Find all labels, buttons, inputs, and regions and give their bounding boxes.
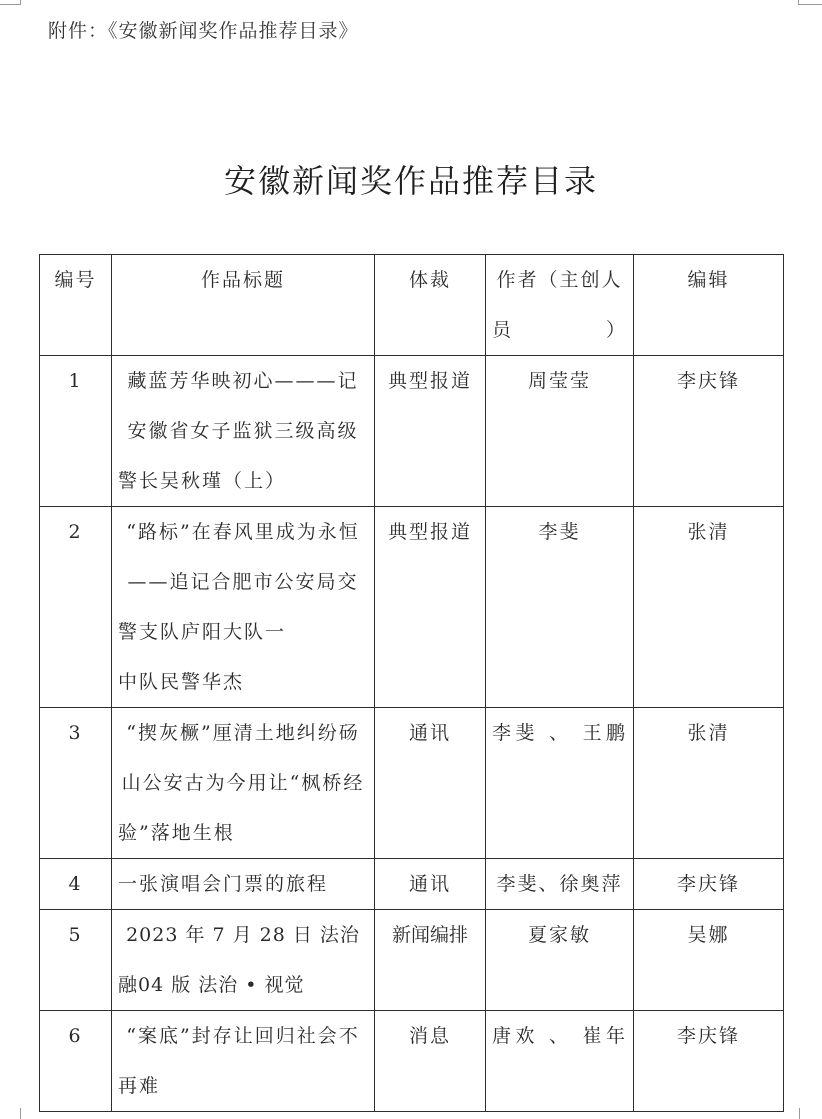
work-title: “案底”封存让回归社会不再难 [112, 1011, 375, 1112]
row-number: 1 [40, 356, 112, 507]
work-author: 李斐 、 王鹏 [486, 708, 634, 859]
page-corner-mark [799, 1108, 800, 1119]
work-editor: 李庆锋 [634, 1011, 784, 1112]
work-editor: 李庆锋 [634, 859, 784, 910]
table-row [40, 708, 784, 859]
work-title-main: “路标”在春风里成为永恒——追记合肥市公安局交警支队庐阳大队一 [118, 521, 360, 643]
work-author: 周莹莹 [486, 356, 634, 507]
work-author: 李斐、徐奥萍 [486, 859, 634, 910]
work-author: 唐欢 、 崔年 [486, 1011, 634, 1112]
attachment-line: 附件：《安徽新闻奖作品推荐目录》 [48, 20, 359, 42]
table-row [40, 356, 784, 507]
work-author: 夏家敏 [486, 910, 634, 1011]
row-number: 3 [40, 708, 112, 859]
row-number: 6 [40, 1011, 112, 1112]
row-number: 4 [40, 859, 112, 910]
work-editor: 张清 [634, 708, 784, 859]
work-title: “揳灰橛”厘清土地纠纷砀山公安古为今用让“枫桥经验”落地生根 [112, 708, 375, 859]
work-editor: 张清 [634, 507, 784, 708]
header-no: 编号 [40, 255, 112, 356]
row-number: 5 [40, 910, 112, 1011]
page-corner-mark [20, 1108, 21, 1119]
work-title: 藏蓝芳华映初心———记安徽省女子监狱三级高级警长吴秋瑾（上） [112, 356, 375, 507]
table-row [40, 507, 784, 708]
work-title: 2023 年 7 月 28 日 法治融04 版 法治 • 视觉 [112, 910, 375, 1011]
work-editor: 吴娜 [634, 910, 784, 1011]
work-genre: 通讯 [375, 708, 486, 859]
work-title [112, 507, 375, 708]
page-corner-mark [798, 0, 799, 5]
table-row [40, 1011, 784, 1112]
page-corner-mark [0, 4, 20, 5]
work-genre: 典型报道 [375, 356, 486, 507]
recommendation-table [39, 254, 784, 1112]
table-row [40, 910, 784, 1011]
row-number: 2 [40, 507, 112, 708]
header-title: 作品标题 [112, 255, 375, 356]
work-genre: 新闻编排 [375, 910, 486, 1011]
work-title: 一张演唱会门票的旅程 [112, 859, 375, 910]
work-genre: 消息 [375, 1011, 486, 1112]
work-author: 李斐 [486, 507, 634, 708]
page-corner-mark [798, 4, 822, 5]
work-genre: 通讯 [375, 859, 486, 910]
work-title-last-line: 中队民警华杰 [118, 671, 245, 693]
work-editor: 李庆锋 [634, 356, 784, 507]
work-genre: 典型报道 [375, 507, 486, 708]
document-title: 安徽新闻奖作品推荐目录 [223, 162, 598, 200]
page-corner-mark [20, 0, 21, 5]
header-editor: 编辑 [634, 255, 784, 356]
header-author: 作者（主创人员） [486, 255, 634, 356]
table-row [40, 859, 784, 910]
table-header-row [40, 255, 784, 356]
header-genre: 体裁 [375, 255, 486, 356]
